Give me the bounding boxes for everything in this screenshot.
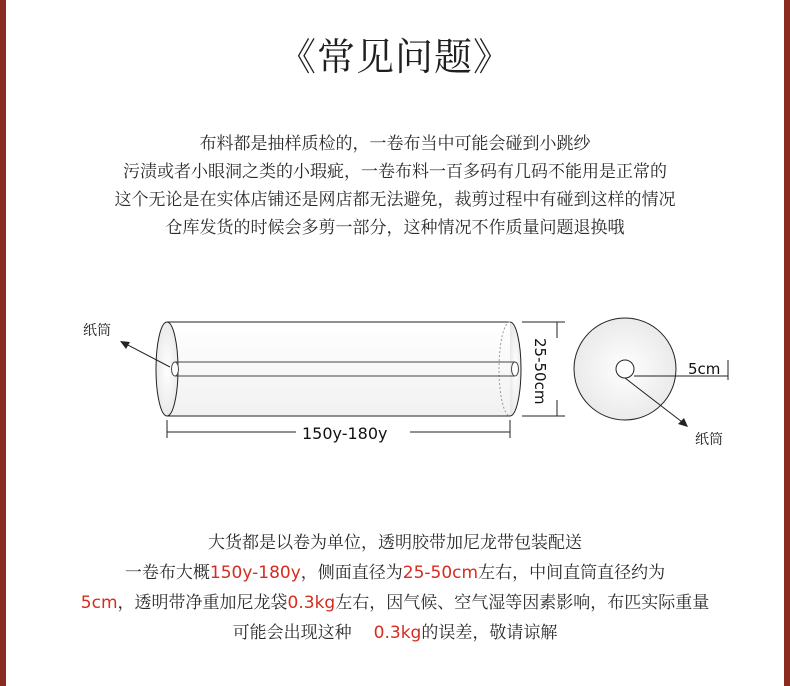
diameter-label: 25-50cm (531, 338, 549, 405)
tube-label-right: 纸筒 (695, 432, 723, 448)
text-segment: 左右，中间直筒直径约为 (478, 563, 666, 583)
diameter-value: 25-50cm (402, 563, 479, 583)
intro-line-3: 这个无论是在实体店铺还是网店都无法避免，裁剪过程中有碰到这样的情况 (114, 190, 676, 210)
text-segment: 的误差，敬请谅解 (421, 623, 558, 643)
shipping-line-3 (0, 588, 790, 618)
text-segment: 一卷布大概 (124, 563, 210, 583)
intro-line-1: 布料都是抽样质检的，一卷布当中可能会碰到小跳纱 (199, 134, 591, 154)
text-segment: ，透明带净重加尼龙袋 (117, 593, 288, 613)
roll-side-view (156, 322, 521, 416)
page-title: 《常见问题》 (277, 35, 512, 79)
error-weight-value: 0.3kg (373, 623, 422, 643)
text-segment: 左右，因气候、空气湿等因素影响，布匹实际重量 (335, 593, 710, 613)
shipping-line-4 (0, 618, 790, 648)
core-value: 5cm (80, 593, 118, 613)
weight-value: 0.3kg (287, 593, 336, 613)
shipping-line-2 (0, 558, 790, 588)
text-segment: ，侧面直径为 (300, 563, 403, 583)
shipping-paragraph (0, 528, 790, 648)
core-diameter-label: 5cm (688, 360, 721, 378)
intro-line-2: 污渍或者小眼洞之类的小瑕疵，一卷布料一百多码有几码不能用是正常的 (123, 162, 667, 182)
intro-line-4: 仓库发货的时候会多剪一部分，这种情况不作质量问题退换哦 (165, 218, 625, 238)
text-segment: 可能会出现这种 (232, 623, 352, 643)
roll-illustration (0, 300, 790, 460)
length-label: 150y-180y (302, 424, 388, 443)
tube-label-left: 纸筒 (83, 323, 111, 339)
length-value: 150y-180y (209, 563, 301, 583)
shipping-line-1: 大货都是以卷为单位，透明胶带加尼龙带包装配送 (208, 533, 582, 553)
fabric-roll-diagram (0, 300, 790, 460)
intro-paragraph (0, 130, 790, 242)
